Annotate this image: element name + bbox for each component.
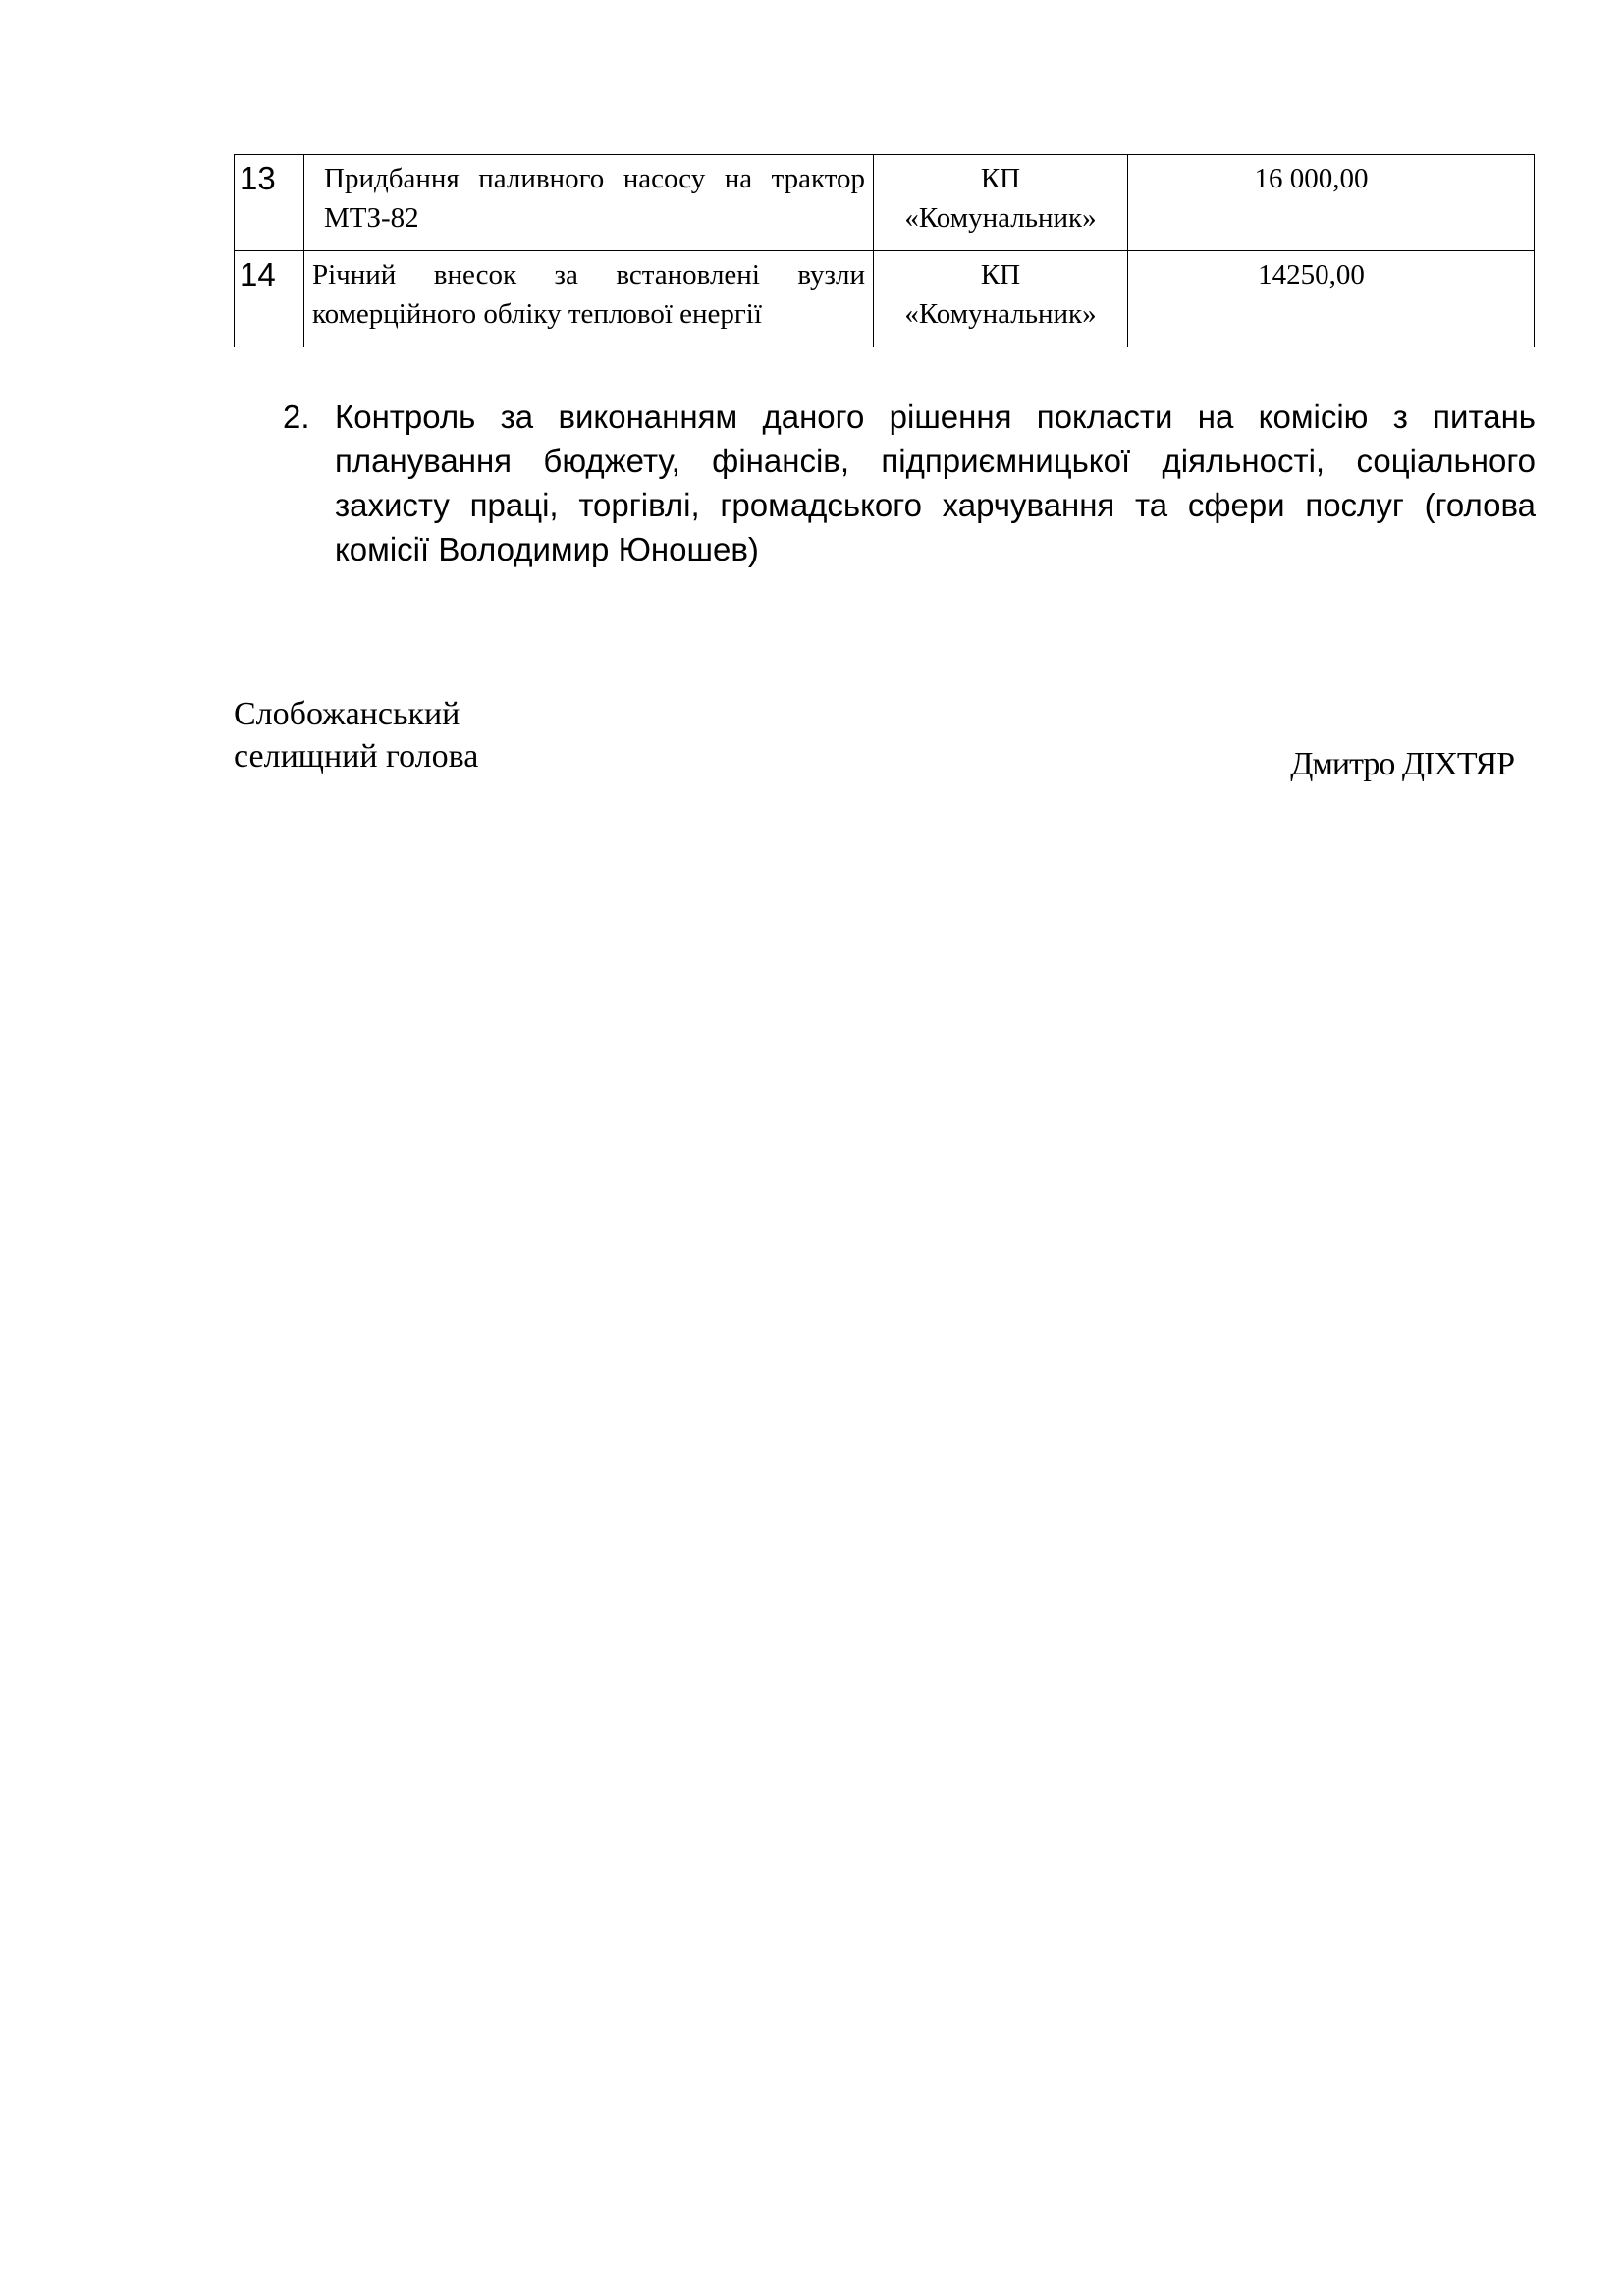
- row-description: Придбання паливного насосу на трактор МТЗ-82: [304, 155, 874, 251]
- decision-item-text: Контроль за виконанням даного рішення покласти на комісію з питань планування бюджету, фінансів, підприємницької діяльності, соціального захисту праці, торгівлі, громадського харчування та сфери послуг (голова комісії Володимир Юношев): [335, 399, 1536, 567]
- executor-line-2: «Комунальник»: [904, 298, 1097, 330]
- row-number: 14: [235, 251, 304, 347]
- row-amount: 16 000,00: [1128, 155, 1535, 251]
- budget-items-table: [234, 154, 1535, 347]
- executor-line-1: КП: [980, 259, 1021, 291]
- row-executor: [874, 155, 1128, 251]
- table-row: [235, 155, 1535, 251]
- signatory-title-line-2: селищний голова: [234, 738, 479, 774]
- table-row: [235, 251, 1535, 347]
- signatory-title: [234, 693, 478, 777]
- row-amount: 14250,00: [1128, 251, 1535, 347]
- signatory-name: Дмитро ДІХТЯР: [1290, 746, 1514, 782]
- row-executor: [874, 251, 1128, 347]
- executor-line-2: «Комунальник»: [904, 202, 1097, 234]
- decision-item-2: [283, 395, 1536, 571]
- signatory-title-line-1: Слобожанський: [234, 696, 460, 732]
- executor-line-1: КП: [980, 163, 1021, 194]
- list-number: 2.: [283, 399, 310, 435]
- row-number: 13: [235, 155, 304, 251]
- row-description: Річний внесок за встановлені вузли комерційного обліку теплової енергії: [304, 251, 874, 347]
